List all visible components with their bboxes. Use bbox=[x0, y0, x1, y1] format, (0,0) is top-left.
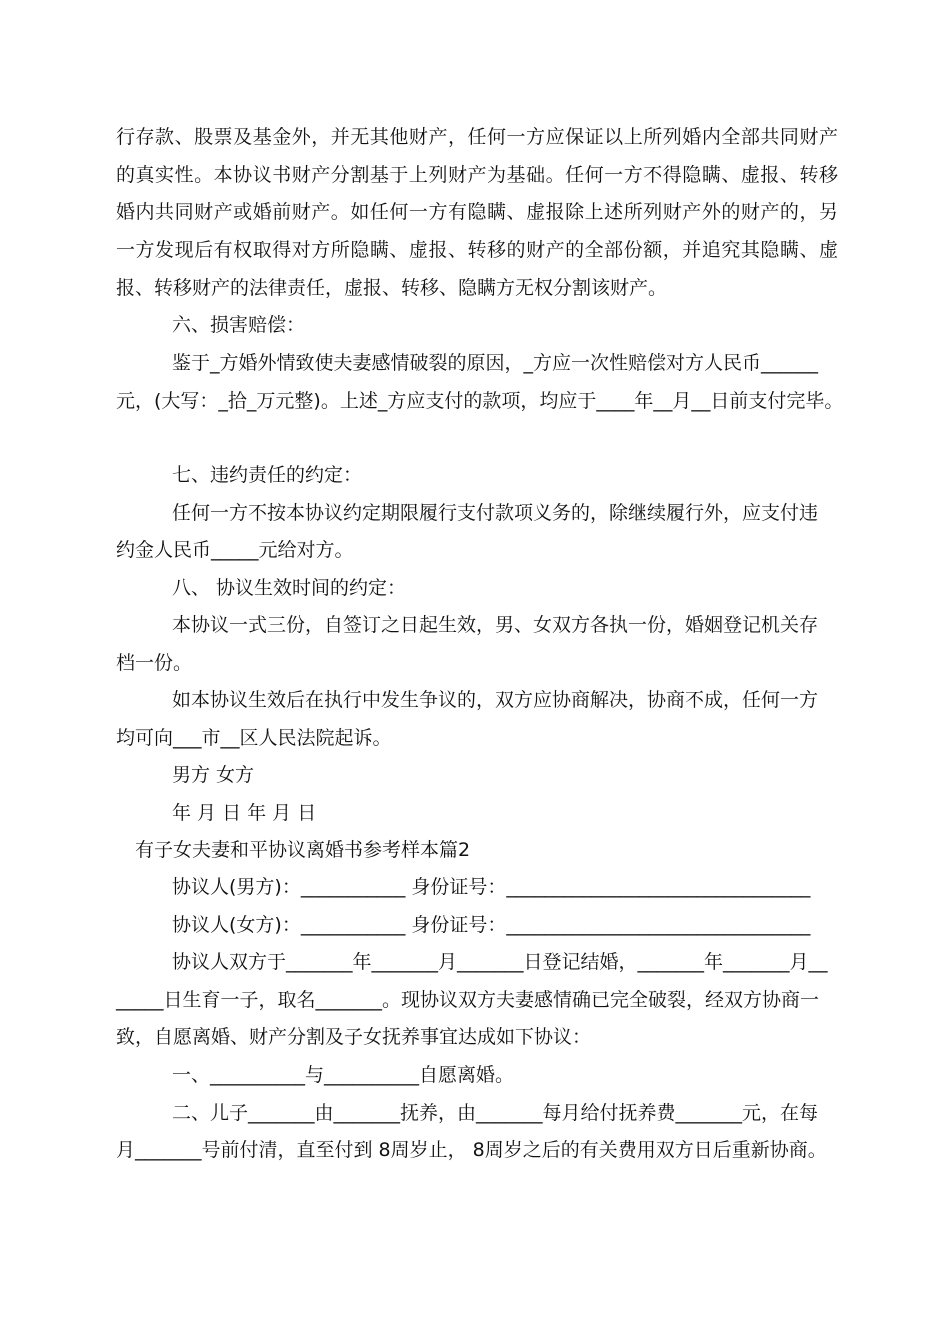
party-line: 协议人(男方)：___________ 身份证号：________________________________ bbox=[172, 876, 811, 898]
paragraph-line: 行存款、股票及基金外，并无其他财产，任何一方应保证以上所列婚内全部共同财产 bbox=[116, 126, 838, 148]
section-heading: 六、损害赔偿： bbox=[172, 314, 306, 336]
date-line: 年 月 日 年 月 日 bbox=[172, 802, 317, 824]
clause-line: 二、儿子_______由_______抚养，由_______每月给付抚养费_______元，在每 bbox=[172, 1102, 819, 1124]
paragraph-line: 如本协议生效后在执行中发生争议的，双方应协商解决，协商不成，任何一方 bbox=[172, 689, 819, 711]
paragraph-line: 鉴于_方婚外情致使夫妻感情破裂的原因，_方应一次性赔偿对方人民币______ bbox=[172, 352, 819, 374]
section-heading: 七、违约责任的约定： bbox=[172, 464, 363, 486]
document-title: 有子女夫妻和平协议离婚书参考样本篇2 bbox=[135, 839, 471, 861]
paragraph-line: 婚内共同财产或婚前财产。如任何一方有隐瞒、虚报除上述所列财产外的财产的，另 bbox=[116, 201, 838, 223]
clause-line: 一、__________与__________自愿离婚。 bbox=[172, 1064, 515, 1086]
paragraph-line: 致，自愿离婚、财产分割及子女抚养事宜达成如下协议： bbox=[116, 1026, 592, 1048]
paragraph-line: 档一份。 bbox=[116, 652, 193, 674]
section-heading: 八、 协议生效时间的约定： bbox=[172, 577, 407, 599]
paragraph-line: 一方发现后有权取得对方所隐瞒、虚报、转移的财产的全部份额，并追究其隐瞒、虚 bbox=[116, 239, 838, 261]
signature-line: 男方 女方 bbox=[172, 764, 255, 786]
paragraph-line: 的真实性。本协议书财产分割基于上列财产为基础。任何一方不得隐瞒、虚报、转移 bbox=[116, 164, 838, 186]
paragraph-line: 元，(大写：_拾_万元整)。上述_方应支付的款项，均应于____年__月__日前支付完毕。 bbox=[116, 390, 844, 412]
paragraph-line: 月_______号前付清，直至付到 8周岁止， 8周岁之后的有关费用双方日后重新协商。 bbox=[116, 1139, 827, 1161]
paragraph-line: 均可向___市__区人民法院起诉。 bbox=[116, 727, 392, 749]
paragraph-line: _____日生育一子，取名_______。现协议双方夫妻感情确已完全破裂，经双方协商一 bbox=[116, 989, 820, 1011]
paragraph-line: 任何一方不按本协议约定期限履行支付款项义务的，除继续履行外，应支付违 bbox=[172, 502, 819, 524]
paragraph-line: 报、转移财产的法律责任，虚报、转移、隐瞒方无权分割该财产。 bbox=[116, 277, 668, 299]
paragraph-line: 协议人双方于_______年_______月_______日登记结婚，_______年_______月__ bbox=[172, 951, 828, 973]
party-line: 协议人(女方)：___________ 身份证号：________________________________ bbox=[172, 914, 811, 936]
paragraph-line: 约金人民币_____元给对方。 bbox=[116, 539, 354, 561]
paragraph-line: 本协议一式三份，自签订之日起生效，男、女双方各执一份，婚姻登记机关存 bbox=[172, 614, 819, 636]
